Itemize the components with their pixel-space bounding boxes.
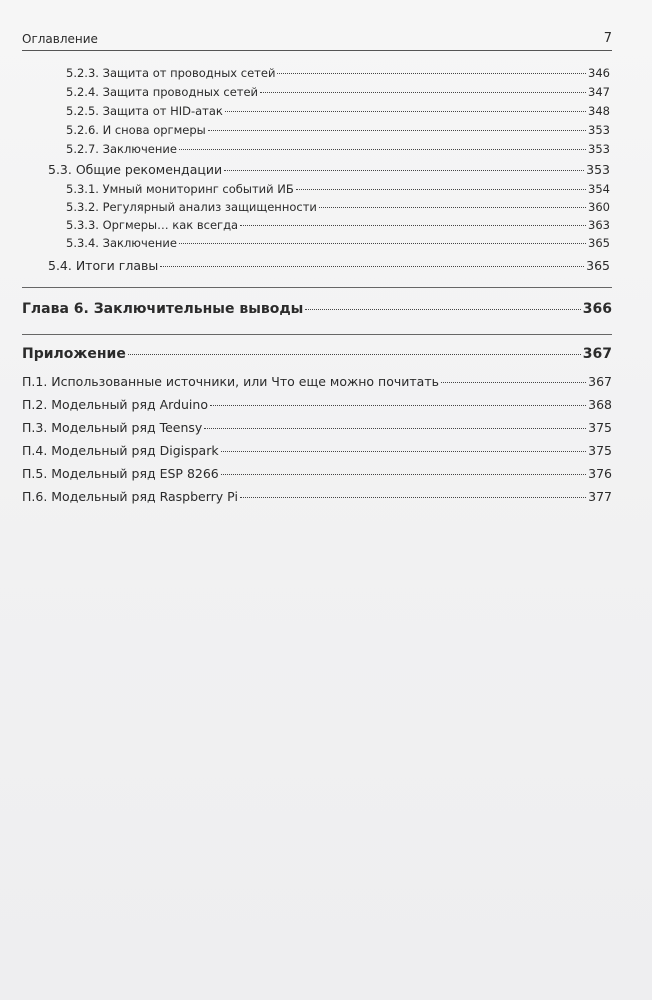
dot-leader: [221, 473, 586, 475]
toc-entry-label: 5.2.7. Заключение: [66, 142, 177, 156]
dot-leader: [225, 110, 586, 112]
toc-entry-label: П.1. Использованные источники, или Что еще можно почитать: [22, 374, 439, 389]
toc-entry-label: 5.4. Итоги главы: [48, 258, 159, 273]
dot-leader: [204, 427, 586, 429]
toc-entry-page: 375: [588, 443, 612, 458]
toc-entry-5-4[interactable]: [48, 258, 610, 278]
dot-leader: [208, 129, 586, 131]
toc-entry-label: П.2. Модельный ряд Arduino: [22, 397, 208, 412]
toc-entry-5-3-2[interactable]: [66, 200, 610, 218]
toc-entry-page: 376: [588, 466, 612, 481]
dot-leader: [210, 404, 586, 406]
toc-entry-label: П.6. Модельный ряд Raspberry Pi: [22, 489, 238, 504]
toc-entry-page: 368: [588, 397, 612, 412]
toc-entry-label: 5.3.2. Регулярный анализ защищенности: [66, 200, 317, 214]
toc-entry-page: 365: [588, 236, 610, 250]
dot-leader: [179, 242, 586, 244]
dot-leader: [277, 72, 586, 74]
toc-entry-page: 363: [588, 218, 610, 232]
toc-entry-page: 353: [588, 123, 610, 137]
toc-entry-p3[interactable]: [22, 420, 612, 440]
toc-entry-label: Глава 6. Заключительные выводы: [22, 301, 304, 317]
section-divider: [22, 334, 612, 335]
toc-entry-5-2-7[interactable]: [66, 142, 610, 160]
dot-leader: [319, 206, 586, 208]
dot-leader: [221, 450, 587, 452]
toc-entry-page: 375: [588, 420, 612, 435]
dot-leader: [296, 188, 586, 190]
toc-entry-label: П.5. Модельный ряд ESP 8266: [22, 466, 219, 481]
toc-entry-p2[interactable]: [22, 397, 612, 417]
toc-entry-5-3[interactable]: [48, 162, 610, 182]
toc-entry-label: П.3. Модельный ряд Teensy: [22, 420, 203, 435]
header-page-number: 7: [603, 31, 612, 46]
toc-entry-page: 353: [588, 142, 610, 156]
toc-entry-5-2-4[interactable]: [66, 85, 610, 103]
toc-entry-label: 5.3.1. Умный мониторинг событий ИБ: [66, 182, 294, 196]
dot-leader: [160, 265, 584, 267]
dot-leader: [179, 148, 586, 150]
toc-entry-chapter-6[interactable]: [22, 301, 612, 323]
toc-entry-p5[interactable]: [22, 466, 612, 486]
toc-entry-5-3-1[interactable]: [66, 182, 610, 200]
toc-entry-page: 365: [586, 258, 610, 273]
toc-entry-p6[interactable]: [22, 489, 612, 509]
toc-entry-page: 346: [588, 66, 610, 80]
toc-entry-label: П.4. Модельный ряд Digispark: [22, 443, 219, 458]
toc-entry-page: 377: [588, 489, 612, 504]
toc-entry-label: 5.2.4. Защита проводных сетей: [66, 85, 259, 99]
toc-entry-5-2-5[interactable]: [66, 104, 610, 122]
toc-entry-label: 5.3.4. Заключение: [66, 236, 177, 250]
dot-leader: [441, 381, 586, 383]
toc-entry-label: Приложение: [22, 346, 126, 362]
section-divider: [22, 287, 612, 288]
toc-entry-page: 360: [588, 200, 610, 214]
toc-entry-appendix[interactable]: [22, 346, 612, 368]
header-title: Оглавление: [22, 32, 98, 46]
toc-entry-page: 354: [588, 182, 610, 196]
toc-entry-page: 347: [588, 85, 610, 99]
toc-entry-page: 367: [588, 374, 612, 389]
toc-entry-5-3-3[interactable]: [66, 218, 610, 236]
toc-entry-5-2-6[interactable]: [66, 123, 610, 141]
dot-leader: [240, 224, 586, 226]
dot-leader: [224, 169, 584, 171]
toc-entry-5-3-4[interactable]: [66, 236, 610, 254]
toc-entry-label: 5.2.5. Защита от HID-атак: [66, 104, 223, 118]
toc-entry-label: 5.2.6. И снова оргмеры: [66, 123, 206, 137]
toc-entry-p1[interactable]: [22, 374, 612, 394]
dot-leader: [305, 308, 580, 310]
dot-leader: [128, 353, 581, 355]
running-header: [22, 30, 612, 51]
toc-entry-page: 348: [588, 104, 610, 118]
toc-entry-page: 366: [582, 301, 612, 317]
toc-entry-page: 367: [582, 346, 612, 362]
dot-leader: [260, 91, 586, 93]
toc-entry-label: 5.3.3. Оргмеры… как всегда: [66, 218, 239, 232]
dot-leader: [240, 496, 586, 498]
toc-entry-label: 5.2.3. Защита от проводных сетей: [66, 66, 276, 80]
toc-entry-label: 5.3. Общие рекомендации: [48, 162, 223, 177]
toc-entry-p4[interactable]: [22, 443, 612, 463]
toc-entry-page: 353: [586, 162, 610, 177]
toc-entry-5-2-3[interactable]: [66, 66, 610, 84]
